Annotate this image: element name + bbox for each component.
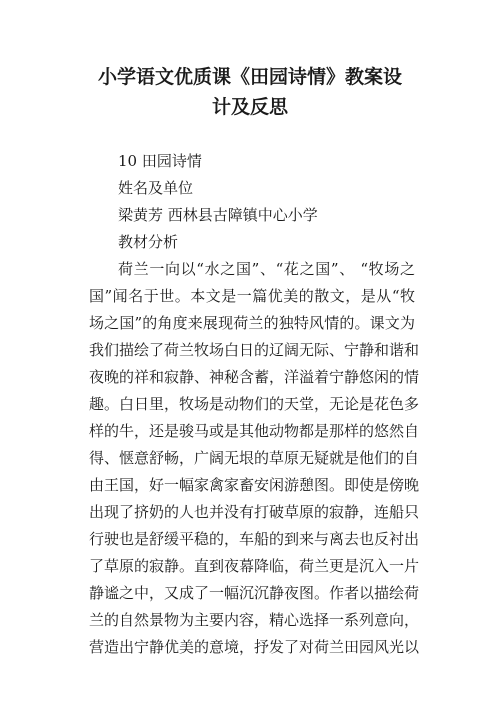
- document-title-line-2: 计及反思: [211, 96, 288, 118]
- paragraph-line: 荷兰一向以“水之国”、“花之国”、 “牧场之: [118, 260, 415, 278]
- paragraph-line: 静谧之中，又成了一幅沉沉静夜图。作者以描绘荷: [89, 584, 420, 602]
- paragraph-line: 行驶也是舒缓平稳的，车船的到来与离去也反衬出: [89, 530, 420, 548]
- paragraph-line: 样的牛，还是骏马或是其他动物都是那样的悠然自: [89, 422, 420, 440]
- section-heading: 教材分析: [118, 233, 179, 251]
- paragraph-line: 由王国，好一幅家禽家畜安闲游憩图。即使是傍晚: [89, 476, 420, 494]
- paragraph-line: 出现了挤奶的人也并没有打破草原的寂静，连船只: [89, 503, 420, 521]
- lesson-number: 10 田园诗情: [118, 152, 202, 170]
- document-title-line-1: 小学语文优质课《田园诗情》教案设: [97, 66, 402, 88]
- paragraph-line: 场之国”的角度来展现荷兰的独特风情的。课文为: [89, 314, 415, 332]
- paragraph-line: 趣。白日里，牧场是动物们的天堂，无论是花色多: [89, 395, 420, 413]
- paragraph-line: 兰的自然景物为主要内容，精心选择一系列意向，: [89, 611, 420, 629]
- paragraph-line: 得、惬意舒畅，广阔无垠的草原无疑就是他们的自: [89, 449, 420, 467]
- paragraph-line: 营造出宁静优美的意境，抒发了对荷兰田园风光以: [89, 638, 420, 656]
- author-label: 姓名及单位: [118, 179, 194, 197]
- paragraph-line: 国”闻名于世。本文是一篇优美的散文，是从“牧: [89, 287, 415, 305]
- paragraph-line: 夜晚的祥和寂静、神秘含蓄，洋溢着宁静悠闲的情: [89, 368, 420, 386]
- author-info: 梁黄芳 西林县古障镇中心小学: [118, 206, 318, 224]
- paragraph-line: 我们描绘了荷兰牧场白日的辽阔无际、宁静和谐和: [89, 341, 420, 359]
- paragraph-line: 了草原的寂静。直到夜幕降临，荷兰更是沉入一片: [89, 557, 420, 575]
